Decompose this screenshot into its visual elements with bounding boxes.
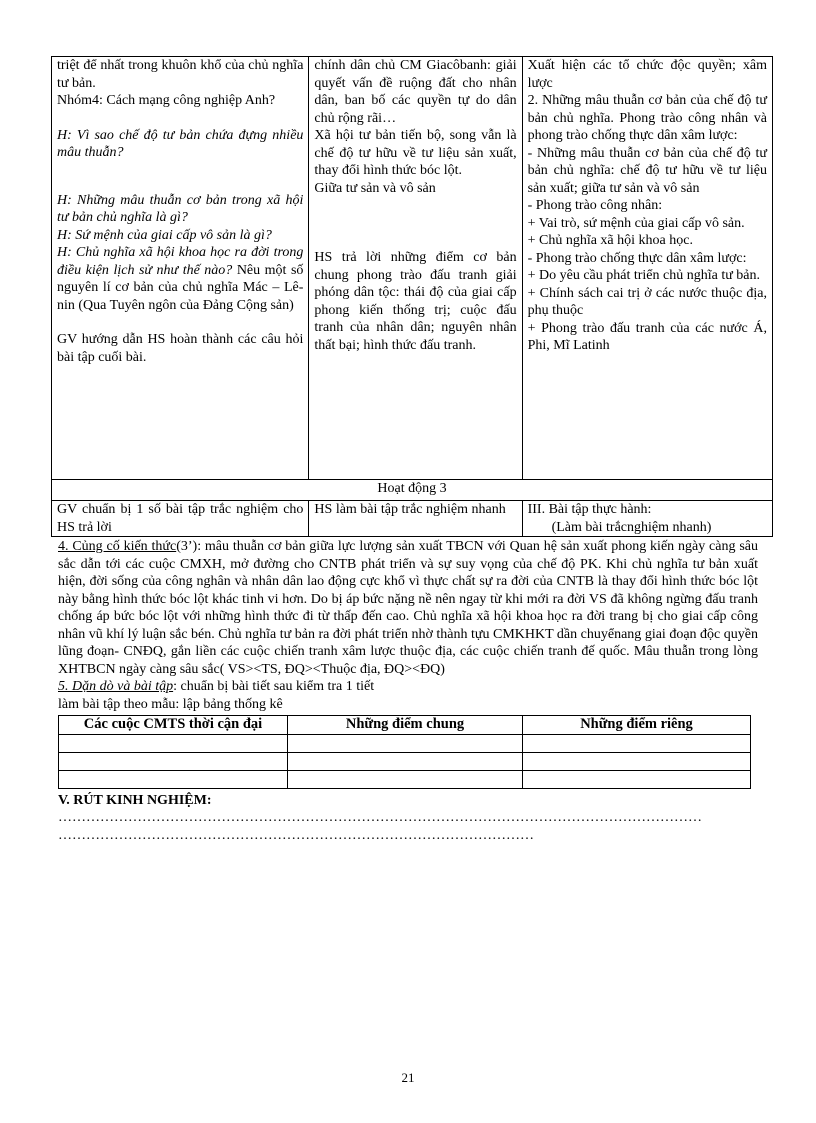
cell-text: Xuất hiện các tổ chức độc quyền; xâm lược (527, 58, 767, 91)
table-row (59, 752, 751, 770)
dotted-line: ………………………………………………………………………………………………………………………… (58, 810, 702, 825)
cell-text: + Do yêu cầu phát triển chủ nghĩa tư bản. (527, 268, 761, 283)
cell-text: Nhóm4: Cách mạng công nghiệp Anh? (57, 93, 276, 108)
stats-header: Những điểm chung (288, 716, 523, 735)
teacher-activity-cell (52, 57, 309, 480)
section-4-label: 4. Củng cố kiến thức (58, 539, 177, 554)
cell-text: GV hướng dẫn HS hoàn thành các câu hỏi bài tập cuối bài. (57, 332, 304, 365)
teacher-activity-cell: GV chuẩn bị 1 số bài tập trắc nghiệm cho HS trả lời (52, 501, 309, 537)
activity-header: Hoạt động 3 (52, 480, 773, 501)
cell-text: HS trả lời những điểm cơ bản chung phong trào đấu tranh giải phóng dân tộc: thái độ của giai cấp phong kiến thống trị; cuộc đấu tranh của nhân dân; nguyên nhân thất bại; hình thức đấu tranh. (314, 250, 517, 353)
section-5-label: 5. Dặn dò và bài tập (58, 679, 174, 694)
cell-text: 2. Những mâu thuẫn cơ bản của chế độ tư bản chủ nghĩa. Phong trào công nhân và phong trào chống thực dân xâm lược: (527, 93, 767, 143)
cell-text: + Phong trào đấu tranh của các nước Á, Phi, Mĩ Latinh (527, 320, 767, 353)
content-cell (522, 501, 772, 537)
dotted-line: ………………………………………………………………………………………… (58, 827, 534, 843)
cell-text: - Những mâu thuẫn cơ bản của chế độ tư bản chủ nghĩa: chế độ tư hữu về tư liệu sản xuất; giữa tư sản và vô sản (527, 145, 767, 196)
lesson-table-frame (51, 56, 773, 537)
section-4 (58, 538, 758, 678)
cell-text: + Vai trò, sứ mệnh của giai cấp vô sản. (527, 215, 745, 231)
cell-text: (Làm bài trắcnghiệm nhanh) (551, 519, 712, 535)
section-5-text: : chuẩn bị bài tiết sau kiểm tra 1 tiết (173, 679, 375, 694)
stats-header-row (59, 716, 751, 735)
question-text: H: Những mâu thuẫn cơ bản trong xã hội tư bản chủ nghĩa là gì? (57, 192, 304, 225)
section-4-text: (3’): mâu thuẫn cơ bản giữa lực lượng sản xuất TBCN với Quan hệ sản xuất phong kiến ngày càng sâu sắc dẫn tới các cuộc CMXH, mở đường cho CNTB phát triển và sự suy vọng của chế độ PK. Khi chủ nghĩa tư bản xuất hiện, đời sống của công nghân và nhân dân lao động cực khổ vì thực chất sự ra đời của CNTB là thay đổi hình thức bóc lột này bằng hình thức bóc lột khác tinh vi hơn. Do bị áp bức nặng nề nên ngay từ khi mới ra đời VS đã không ngừng đấu tranh chống áp bức bóc lột với những hình thức đi từ thấp đến cao. Chủ nghĩa xã hội khoa học ra đời trang bị cho giai cấp công nhân vũ khí lý luận sắc bén. Chủ nghĩa tư bản ra đời phát triển nhờ thành tựu CMKHKT dần chuyểnang giai đoạn độc quyền lũng đoạn- CNĐQ, gắn liền các cuộc chiến tranh xâm lược thuộc địa, các cuộc chiến tranh đế quốc. Mâu thuẫn trong lòng XHTBCN ngày càng sâu sắc( VS><TS, ĐQ><Thuộc địa, ĐQ><ĐQ) (58, 539, 758, 677)
table-row (52, 501, 773, 537)
page-number: 21 (401, 1070, 415, 1085)
stats-header: Các cuộc CMTS thời cận đại (59, 716, 288, 735)
cell-text: - Phong trào chống thực dân xâm lược: (527, 250, 747, 266)
cell-text: + Chính sách cai trị ở các nước thuộc địa, phụ thuộc (527, 285, 767, 318)
stats-header: Những điểm riêng (523, 716, 751, 735)
table-row (59, 734, 751, 752)
lesson-table (51, 56, 773, 537)
question-text: H: Chủ nghĩa xã hội khoa học ra đời trong điều kiện lịch sử như thế nào? Nêu một số nguyên lí cơ bản của chủ nghĩa Mác – Lê-nin (Qua Tuyên ngôn của Đảng Cộng sản) (57, 245, 304, 313)
lesson-body (58, 538, 758, 844)
content-cell (522, 57, 772, 480)
activity-header-row (52, 480, 773, 501)
question-text: H: Vì sao chế độ tư bản chứa đựng nhiều mâu thuẫn? (57, 127, 304, 160)
section-v-title: V. RÚT KINH NGHIỆM: (58, 792, 212, 808)
cell-text: triệt để nhất trong khuôn khổ của chủ nghĩa tư bản. (57, 58, 304, 91)
table-row (59, 770, 751, 788)
student-activity-cell: HS làm bài tập trắc nghiệm nhanh (309, 501, 522, 537)
cell-text: Giữa tư sản và vô sản (314, 180, 436, 196)
section-5-line2: làm bài tập theo mẫu: lập bảng thống kê (58, 696, 283, 712)
cell-text: Xã hội tư bản tiến bộ, song vẫn là chế độ tư hữu về tư liệu sản xuất, thay đổi hình thức bóc lột. (314, 128, 517, 178)
stats-table (58, 715, 751, 789)
question-text: H: Sứ mệnh của giai cấp vô sản là gì? (57, 227, 272, 243)
cell-text: + Chủ nghĩa xã hội khoa học. (527, 233, 693, 248)
cell-text: III. Bài tập thực hành: (527, 502, 652, 517)
section-5 (58, 678, 758, 696)
student-activity-cell (309, 57, 522, 480)
table-row (52, 57, 773, 480)
cell-text: - Phong trào công nhân: (527, 198, 663, 213)
cell-text: chính dân chủ CM Giacôbanh: giải quyết vấn đề ruộng đất cho nhân dân, ban bố các quyền tự do dân chủ rộng rãi… (314, 58, 517, 126)
